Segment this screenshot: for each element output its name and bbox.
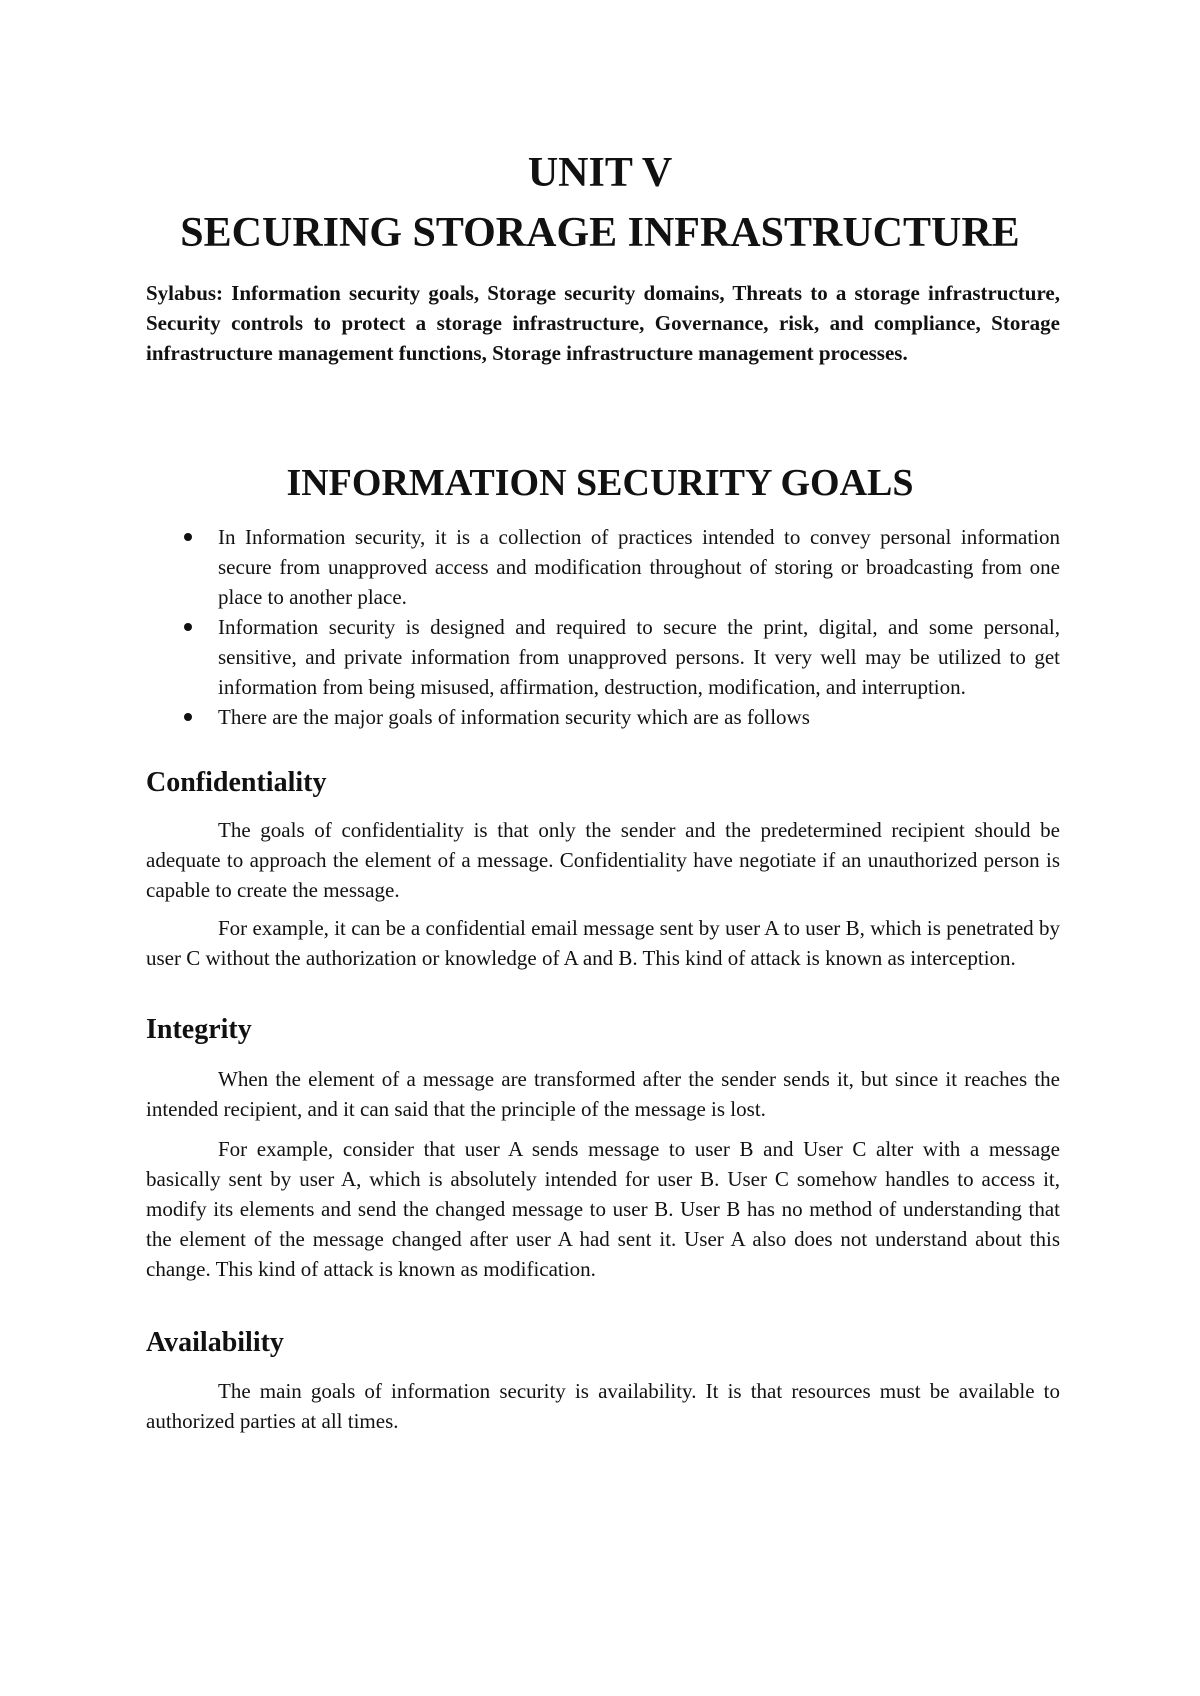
bullet-icon — [184, 533, 192, 541]
heading-availability: Availability — [146, 1327, 284, 1358]
integrity-paragraph-2: For example, consider that user A sends message to user B and User C alter with a message basically sent by user A, which is absolutely intended for user B. User C somehow handles to access it, modify its elements and send the changed message to user B. User B has no method of understanding that the element of the message changed after user A had sent it. User A also does not understand about this change. This kind of attack is known as modification. — [146, 1137, 1060, 1281]
bullet-text: In Information security, it is a collection of practices intended to convey personal information secure from unapproved access and modification throughout of storing or broadcasting from one place to another place. — [218, 525, 1060, 609]
page-title: SECURING STORAGE INFRASTRUCTURE — [180, 210, 1020, 256]
heading-confidentiality: Confidentiality — [146, 767, 327, 798]
heading-integrity: Integrity — [146, 1014, 252, 1045]
list-item — [178, 702, 1060, 732]
unit-title: UNIT V — [527, 150, 673, 196]
availability-paragraph-1: The main goals of information security is availability. It is that resources must be available to authorized parties at all times. — [146, 1379, 1060, 1433]
bullet-icon — [184, 623, 192, 631]
section-title-information-security-goals: INFORMATION SECURITY GOALS — [286, 462, 914, 504]
bullet-icon — [184, 713, 192, 721]
bullet-text: Information security is designed and required to secure the print, digital, and some personal, sensitive, and private information from unapproved persons. It very well may be utilized to get information from being misused, affirmation, destruction, modification, and interruption. — [218, 615, 1060, 699]
list-item — [178, 612, 1060, 702]
confidentiality-paragraph-1: The goals of confidentiality is that only the sender and the predetermined recipient should be adequate to approach the element of a message. Confidentiality have negotiate if an unauthorized person is capable to create the message. — [146, 818, 1060, 902]
goals-bullet-list — [178, 522, 1060, 732]
list-item — [178, 522, 1060, 612]
syllabus-text: Sylabus: Information security goals, Storage security domains, Threats to a storage infrastructure, Security controls to protect a storage infrastructure, Governance, risk, and compliance, Storage infrastructure management functions, Storage infrastructure management processes. — [146, 281, 1060, 365]
bullet-text: There are the major goals of information security which are as follows — [218, 705, 810, 729]
confidentiality-paragraph-2: For example, it can be a confidential email message sent by user A to user B, which is penetrated by user C without the authorization or knowledge of A and B. This kind of attack is known as interception. — [146, 916, 1060, 970]
integrity-paragraph-1: When the element of a message are transformed after the sender sends it, but since it reaches the intended recipient, and it can said that the principle of the message is lost. — [146, 1067, 1060, 1121]
